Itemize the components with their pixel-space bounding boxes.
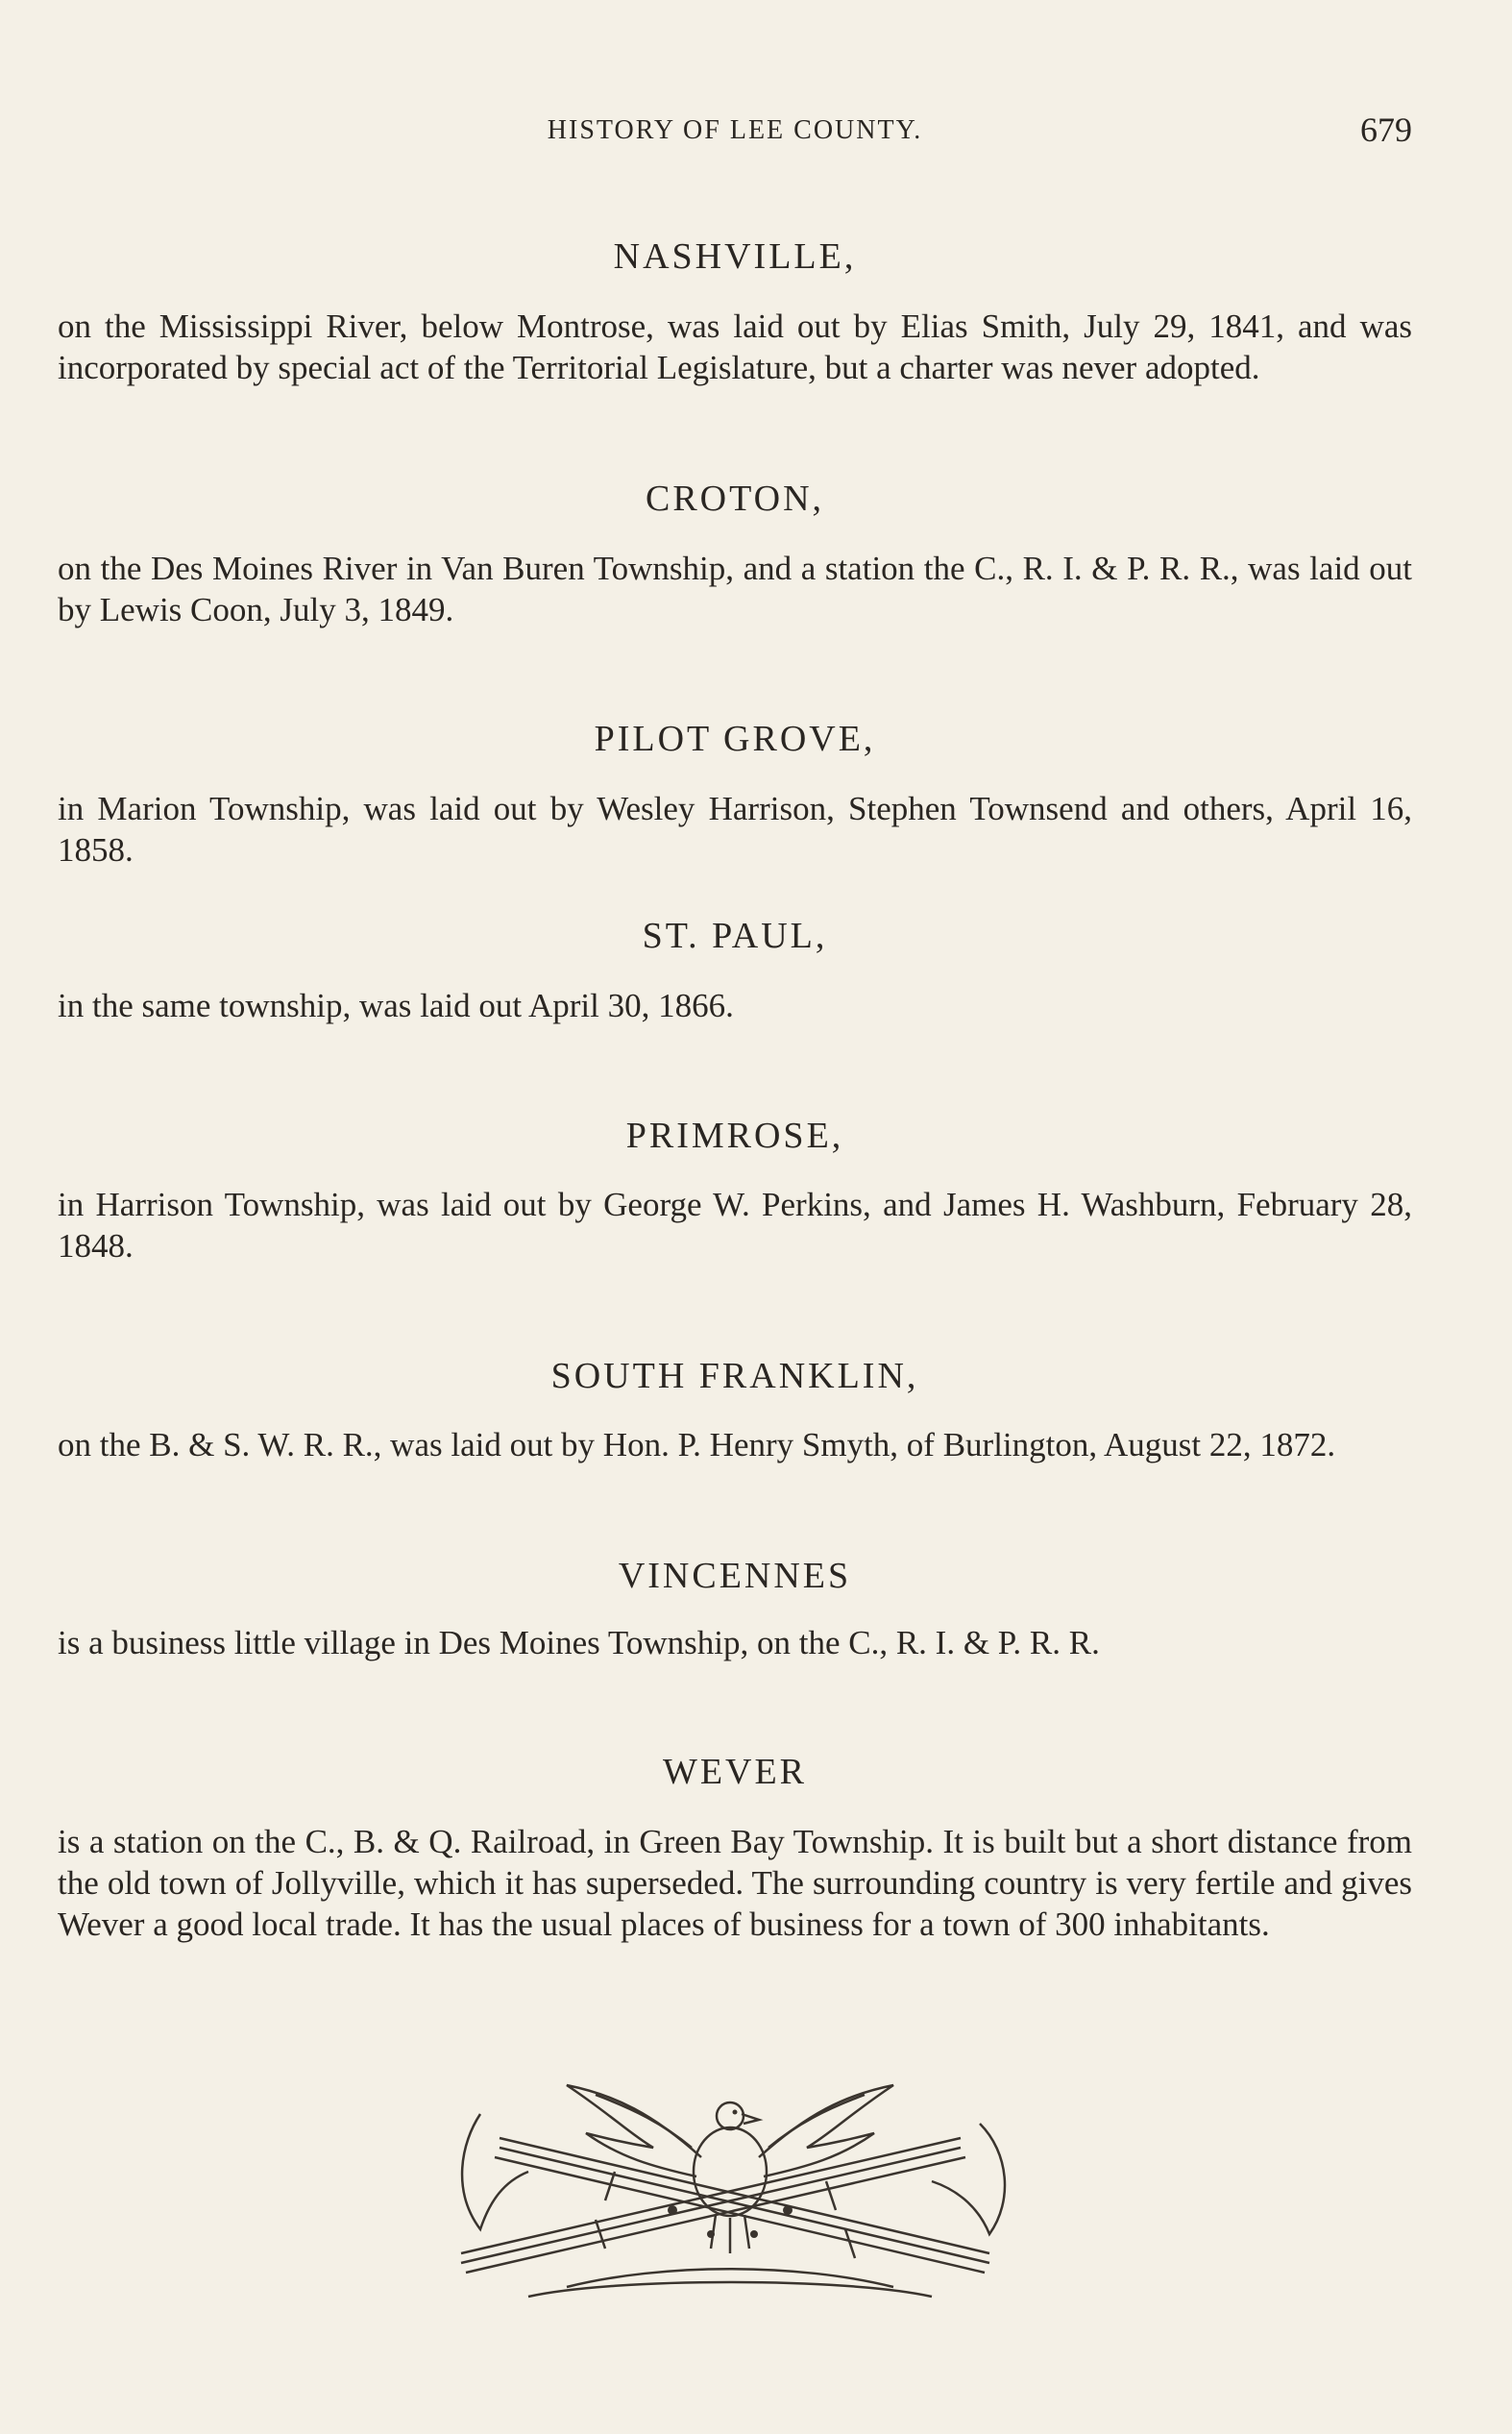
section-heading-wever: WEVER: [662, 1752, 808, 1792]
section-body-south-franklin: on the B. & S. W. R. R., was laid out by Hon. P. Henry Smyth, of Burlington, August 22, 1872.: [58, 1426, 1336, 1463]
section-body-pilot-grove: in Marion Township, was laid out by Wesley Harrison, Stephen Townsend and others, April 16, 1858.: [58, 790, 1412, 869]
section-heading-nashville: NASHVILLE,: [613, 236, 857, 277]
running-head: [58, 111, 1412, 154]
section-body-wever: is a station on the C., B. & Q. Railroad, in Green Bay Township. It is built but a short distance from the old town of Jollyville, which it has superseded. The surrounding country is very fertile and gives Wever a good local trade. It has the usual places of business for a town of 300 inhabitants.: [58, 1823, 1412, 1943]
section-body-nashville: on the Mississippi River, below Montrose, was laid out by Elias Smith, July 29, 1841, and was incorporated by special act of the Territorial Legislature, but a charter was never adopted.: [58, 307, 1412, 386]
section-heading-st-paul: ST. PAUL,: [642, 916, 828, 956]
section-heading-south-franklin: SOUTH FRANKLIN,: [550, 1356, 919, 1396]
page-number: 679: [1360, 111, 1412, 149]
section-body-primrose: in Harrison Township, was laid out by George W. Perkins, and James H. Washburn, February 28, 1848.: [58, 1186, 1412, 1265]
section-heading-pilot-grove: PILOT GROVE,: [594, 719, 876, 759]
section-heading-primrose: PRIMROSE,: [625, 1116, 844, 1156]
section-heading-croton: CROTON,: [645, 479, 825, 519]
section-body-st-paul: in the same township, was laid out April 30, 1866.: [58, 987, 734, 1024]
running-title: HISTORY OF LEE COUNTY.: [547, 115, 923, 145]
section-body-vincennes: is a business little village in Des Moines Township, on the C., R. I. & P. R. R.: [58, 1624, 1100, 1661]
eagle-fasces-vignette-icon: [423, 2056, 1037, 2306]
section-heading-vincennes: VINCENNES: [618, 1556, 852, 1596]
section-body-croton: on the Des Moines River in Van Buren Township, and a station the C., R. I. & P. R. R., was laid out by Lewis Coon, July 3, 1849.: [58, 550, 1412, 628]
